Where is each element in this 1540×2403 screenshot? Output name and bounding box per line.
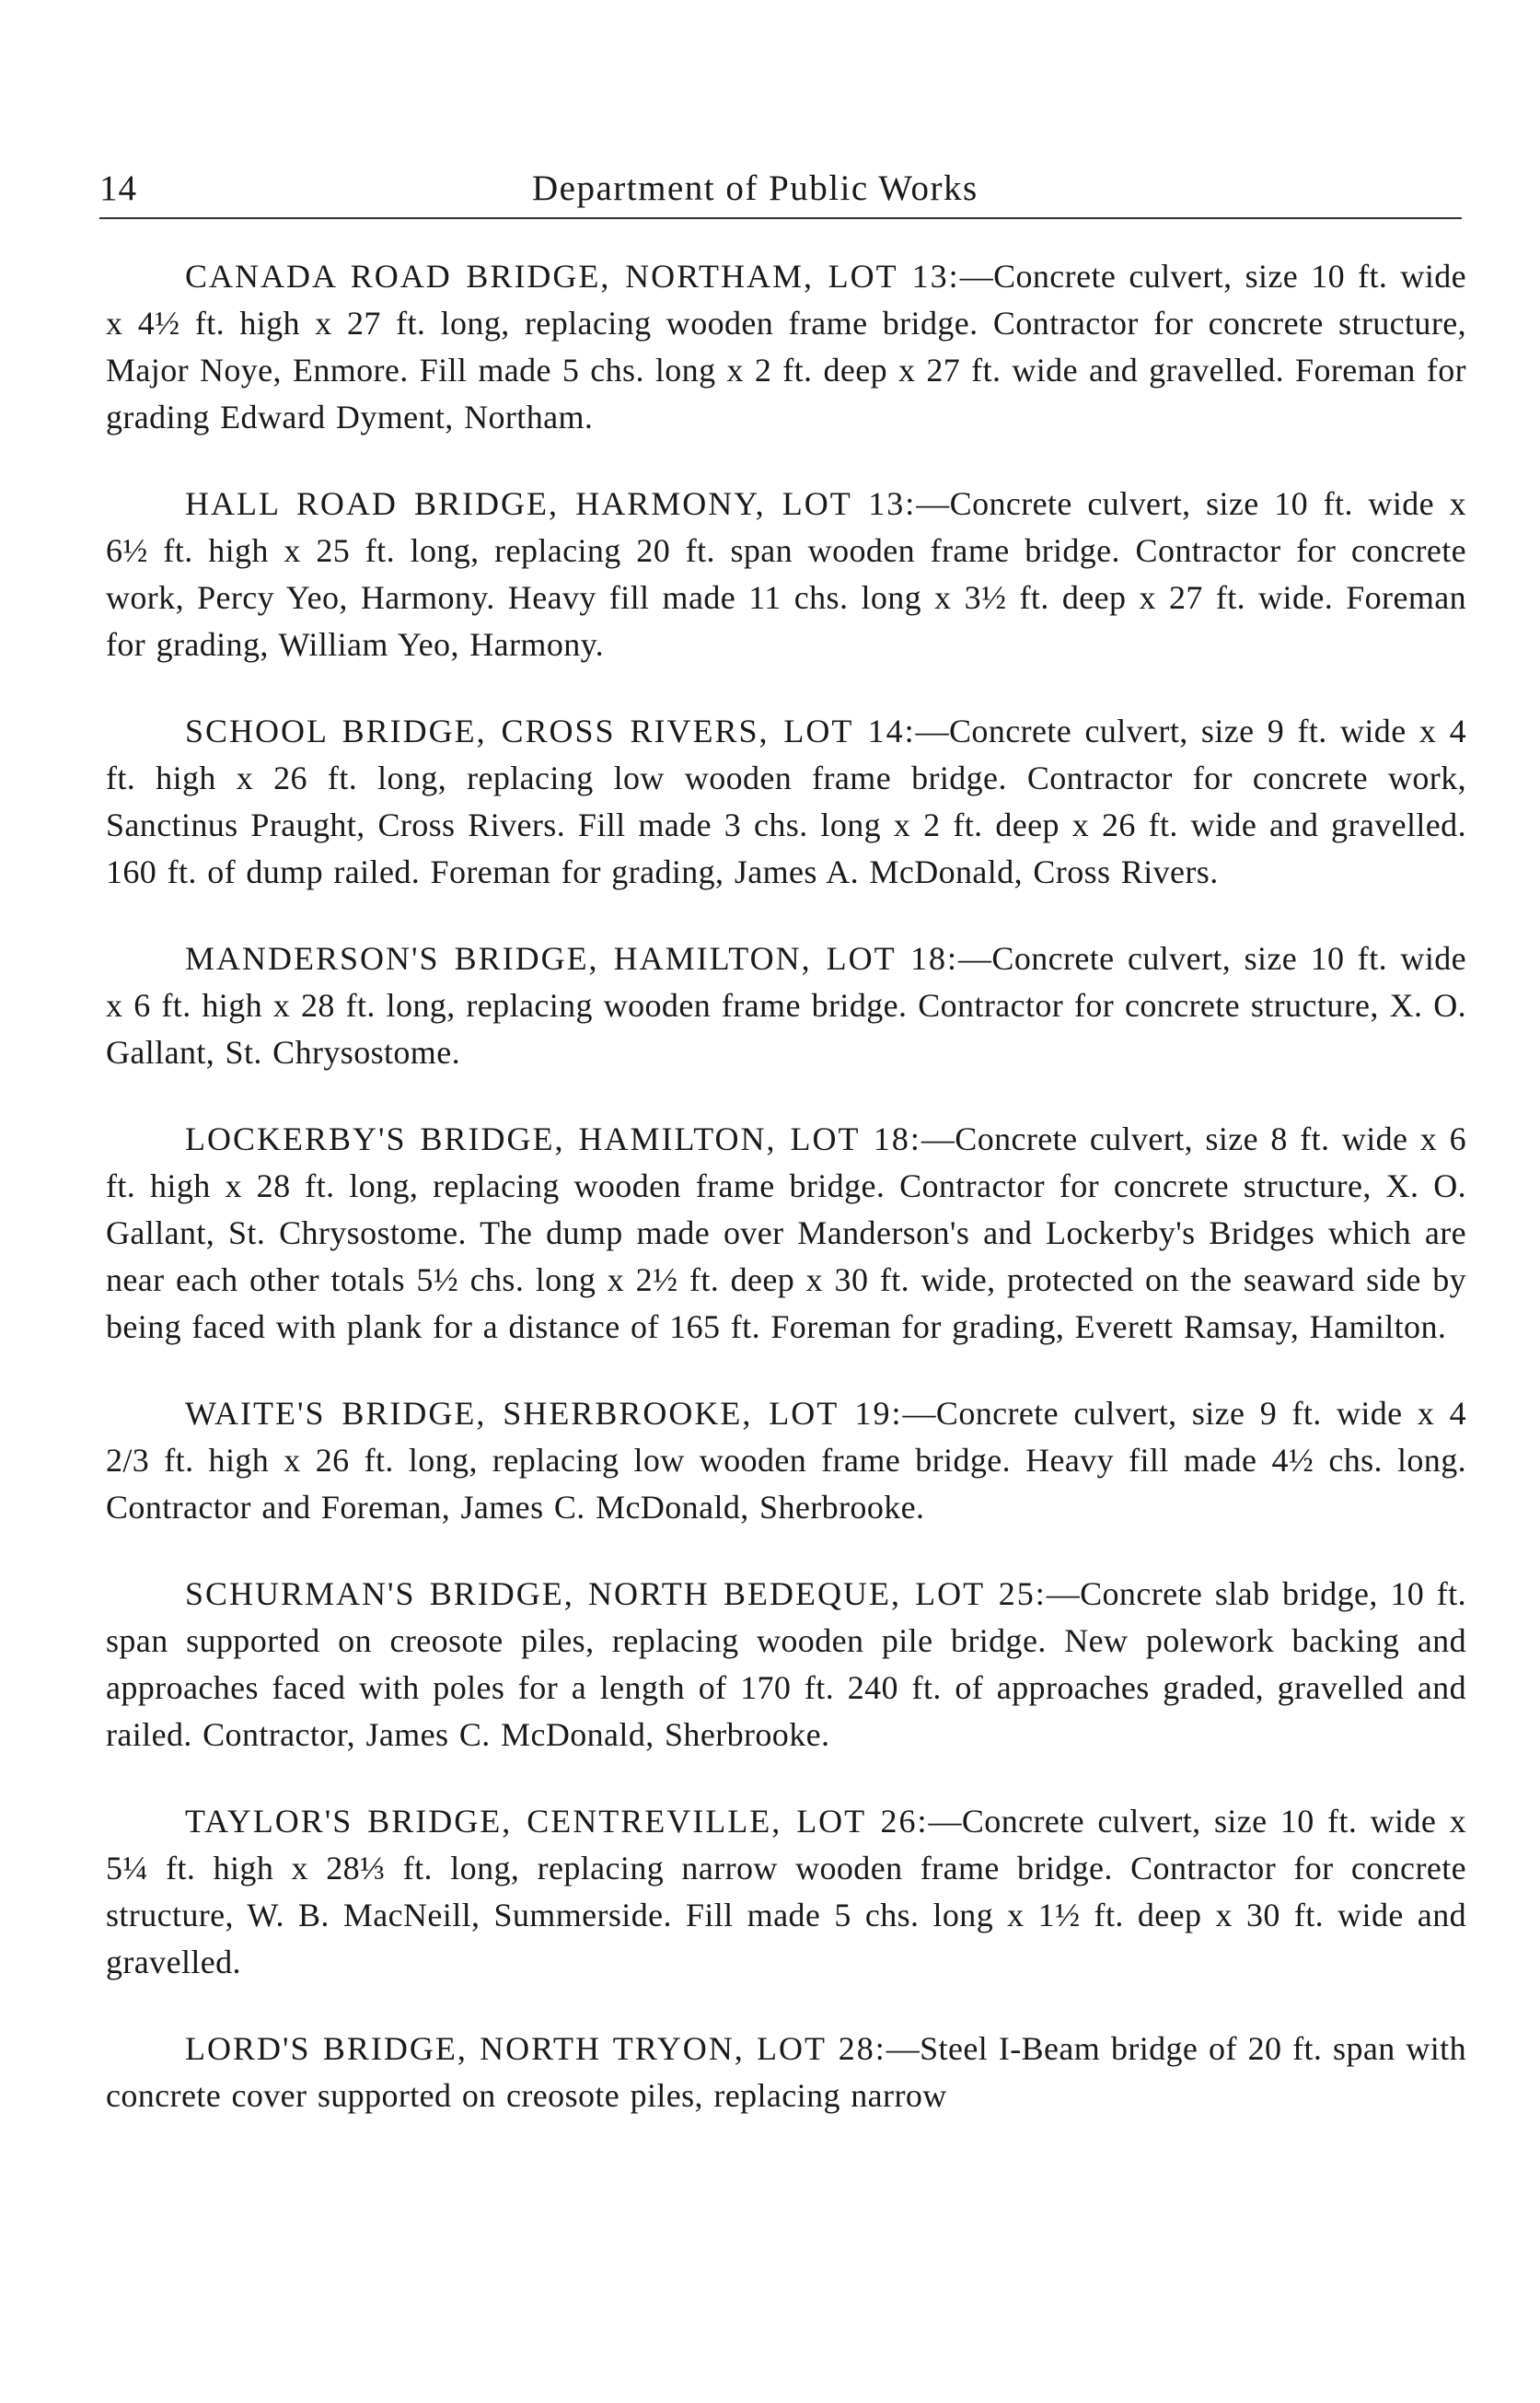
entry-heading: SCHURMAN'S BRIDGE, NORTH BEDEQUE, LOT 25: [185,1575,1047,1612]
bridge-entry-taylors [106,1798,1466,1986]
bridge-entry-lords [106,2026,1466,2119]
entry-heading: CANADA ROAD BRIDGE, NORTHAM, LOT 13: [185,258,960,295]
entry-text: —Concrete culvert, size 9 ft. wide x 4 ft. high x 26 ft. long, replacing low wooden frame bridge. Contractor for concrete work, Sanctinus Praught, Cross Rivers. Fill made 3 chs. long x 2 ft. deep x 26 ft. wide and gravelled. 160 ft. of dump railed. Foreman for grading, James A. McDonald, Cross Rivers. [106,713,1466,890]
entry-heading: LOCKERBY'S BRIDGE, HAMILTON, LOT 18: [185,1120,921,1157]
bridge-entry-schurmans [106,1571,1466,1759]
page-number: 14 [99,168,137,208]
entry-text: —Concrete culvert, size 8 ft. wide x 6 ft. high x 28 ft. long, replacing wooden frame bridge. Contractor for concrete structure, X. O. Gallant, St. Chrysostome. The dump made over Manderson's and Lockerby's Bridges which are near each other totals 5½ chs. long x 2½ ft. deep x 30 ft. wide, protected on the seaward side by being faced with plank for a distance of 165 ft. Foreman for grading, Everett Ramsay, Hamilton. [106,1120,1466,1345]
entry-text: —Concrete culvert, size 9 ft. wide x 4 2/3 ft. high x 26 ft. long, replacing low wooden frame bridge. Heavy fill made 4½ chs. long. Contractor and Foreman, James C. McDonald, Sherbrooke. [106,1395,1466,1526]
header-rule [99,217,1462,219]
entry-heading: TAYLOR'S BRIDGE, CENTREVILLE, LOT 26: [185,1803,929,1840]
entry-heading: MANDERSON'S BRIDGE, HAMILTON, LOT 18: [185,940,959,977]
bridge-entry-canada-road [106,253,1466,441]
entry-text: —Concrete culvert, size 10 ft. wide x 6 ft. high x 28 ft. long, replacing wooden frame bridge. Contractor for concrete structure, X. O. Gallant, St. Chrysostome. [106,940,1467,1071]
entry-heading: WAITE'S BRIDGE, SHERBROOKE, LOT 19: [185,1395,903,1432]
bridge-entry-hall-road [106,481,1466,668]
bridge-entry-school [106,708,1466,896]
running-title: Department of Public Works [532,168,978,208]
entry-heading: HALL ROAD BRIDGE, HARMONY, LOT 13: [185,485,917,522]
bridge-entry-waites [106,1390,1466,1531]
entry-text: —Concrete slab bridge, 10 ft. span supported on creosote piles, replacing wooden pile bridge. New polework backing and approaches faced with poles for a length of 170 ft. 240 ft. of approaches graded, gravelled and railed. Contractor, James C. McDonald, Sherbrooke. [106,1575,1466,1753]
report-body [106,253,1466,2159]
entry-text: —Concrete culvert, size 10 ft. wide x 5¼ ft. high x 28⅓ ft. long, replacing narrow wooden frame bridge. Contractor for concrete structure, W. B. MacNeill, Summerside. Fill made 5 chs. long x 1½ ft. deep x 30 ft. wide and gravelled. [106,1803,1466,1980]
entry-heading: SCHOOL BRIDGE, CROSS RIVERS, LOT 14: [185,713,916,749]
entry-heading: LORD'S BRIDGE, NORTH TRYON, LOT 28: [185,2030,886,2067]
entry-text: —Steel I-Beam bridge of 20 ft. span with concrete cover supported on creosote piles, replacing narrow [106,2030,1466,2114]
entry-text: —Concrete culvert, size 10 ft. wide x 4½ ft. high x 27 ft. long, replacing wooden frame bridge. Contractor for concrete structure, Major Noye, Enmore. Fill made 5 chs. long x 2 ft. deep x 27 ft. wide and gravelled. Foreman for grading Edward Dyment, Northam. [106,258,1466,435]
entry-text: —Concrete culvert, size 10 ft. wide x 6½ ft. high x 25 ft. long, replacing 20 ft. span wooden frame bridge. Contractor for concrete work, Percy Yeo, Harmony. Heavy fill made 11 chs. long x 3½ ft. deep x 27 ft. wide. Foreman for grading, William Yeo, Harmony. [106,485,1466,663]
bridge-entry-lockerbys [106,1116,1466,1351]
page-header [99,168,1476,223]
bridge-entry-mandersons [106,935,1466,1076]
